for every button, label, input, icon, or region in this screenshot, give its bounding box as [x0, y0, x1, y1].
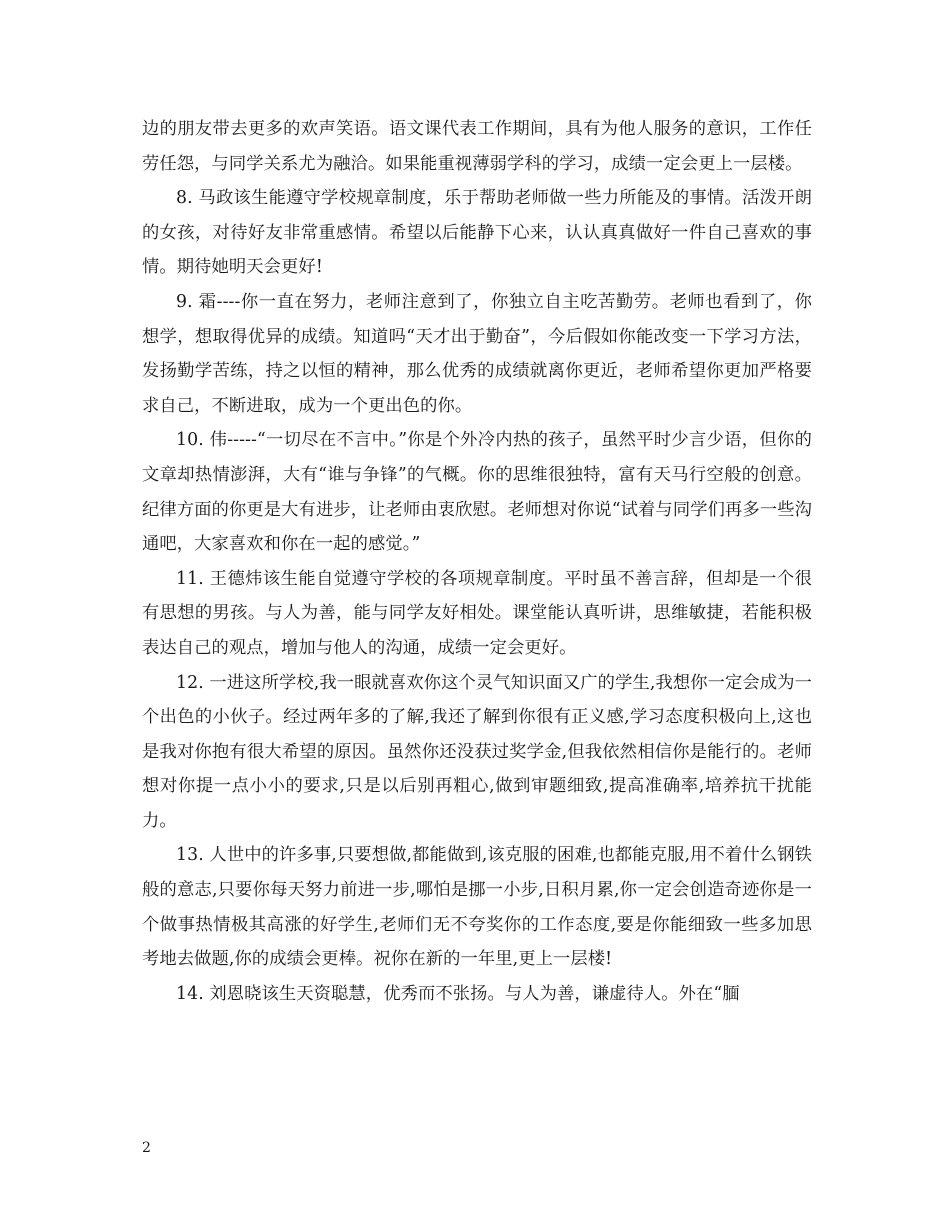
- paragraph: 8. 马政该生能遵守学校规章制度，乐于帮助老师做一些力所能及的事情。活泼开朗的女孩，对待好友非常重感情。希望以后能静下心来，认认真真做好一件自己喜欢的事情。期待她明天会更好!: [142, 188, 812, 278]
- page-number: 2: [142, 1140, 151, 1156]
- paragraph: 9. 霜----你一直在努力，老师注意到了，你独立自主吃苦勤劳。老师也看到了，你想学，想取得优异的成绩。知道吗“天才出于勤奋”，今后假如你能改变一下学习方法，发扬勤学苦练，持之以恒的精神，那么优秀的成绩就离你更近，老师希望你更加严格要求自己，不断进取，成为一个更出色的你。: [142, 291, 812, 416]
- paragraph: 边的朋友带去更多的欢声笑语。语文课代表工作期间，具有为他人服务的意识，工作任劳任怨，与同学关系尤为融洽。如果能重视薄弱学科的学习，成绩一定会更上一层楼。: [142, 119, 812, 174]
- paragraph: 13. 人世中的许多事,只要想做,都能做到,该克服的困难,也都能克服,用不着什么钢铁般的意志,只要你每天努力前进一步,哪怕是挪一小步,日积月累,你一定会创造奇迹你是一个做事热情极其高涨的好学生,老师们无不夸奖你的工作态度,要是你能细致一些多加思考地去做题,你的成绩会更棒。祝你在新的一年里,更上一层楼!: [142, 845, 812, 970]
- paragraph: 12. 一进这所学校,我一眼就喜欢你这个灵气知识面又广的学生,我想你一定会成为一个出色的小伙子。经过两年多的了解,我还了解到你很有正义感,学习态度积极向上,这也是我对你抱有很大希望的原因。虽然你还没获过奖学金,但我依然相信你是能行的。老师想对你提一点小小的要求,只是以后别再粗心,做到审题细致,提高准确率,培养抗干扰能力。: [142, 672, 812, 831]
- paragraph: 14. 刘恩晓该生天资聪慧，优秀而不张扬。与人为善，谦虚待人。外在“腼: [176, 983, 740, 1004]
- paragraph: 10. 伟-----“一切尽在不言中。”你是个外冷内热的孩子，虽然平时少言少语，但你的文章却热情澎湃，大有“谁与争锋”的气概。你的思维很独特，富有天马行空般的创意。纪律方面的你更是大有进步，让老师由衷欣慰。老师想对你说“试着与同学们再多一些沟通吧，大家喜欢和你在一起的感觉。”: [142, 430, 812, 555]
- paragraph: 11. 王德炜该生能自觉遵守学校的各项规章制度。平时虽不善言辞，但却是一个很有思想的男孩。与人为善，能与同学友好相处。课堂能认真听讲，思维敏捷，若能积极表达自己的观点，增加与他人的沟通，成绩一定会更好。: [142, 568, 812, 658]
- document-body: [142, 112, 812, 1011]
